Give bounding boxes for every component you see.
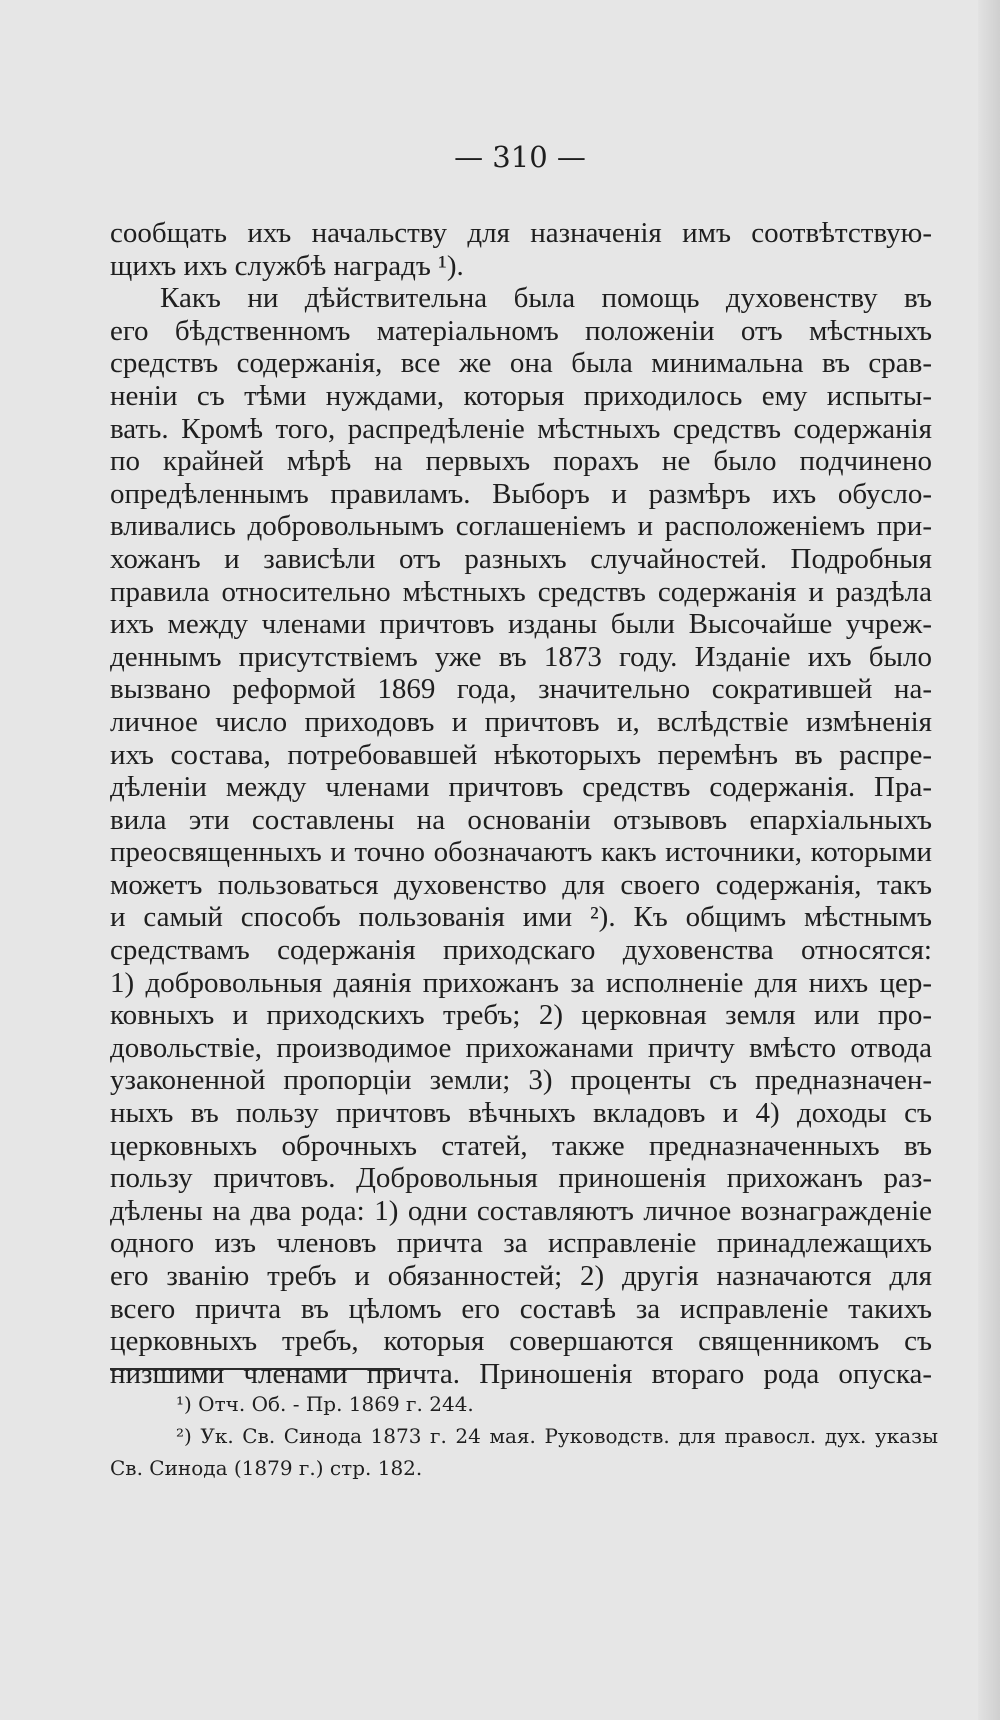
body-line: личное число приходовъ и причтовъ и, вслѣдствіе измѣненія xyxy=(110,705,932,738)
body-line: деннымъ присутствіемъ уже въ 1873 году. Изданіе ихъ было xyxy=(110,640,932,673)
body-line: церковныхъ оброчныхъ статей, также предназначенныхъ въ xyxy=(110,1129,932,1162)
body-line: вызвано реформой 1869 года, значительно сократившей на- xyxy=(110,673,932,706)
body-line: ихъ состава, потребовавшей нѣкоторыхъ перемѣнъ въ распре- xyxy=(110,738,932,771)
body-line: средствъ содержанія, все же она была минимальна въ срав- xyxy=(110,347,932,380)
page-edge-shadow xyxy=(978,0,1000,1720)
body-line: церковныхъ требъ, которыя совершаются священникомъ съ xyxy=(110,1325,932,1358)
body-line: и самый способъ пользованія ими ²). Къ общимъ мѣстнымъ xyxy=(110,901,932,934)
body-line: по крайней мѣрѣ на первыхъ порахъ не было подчинено xyxy=(110,445,932,478)
body-line: неніи съ тѣми нуждами, которыя приходилось ему испыты- xyxy=(110,379,932,412)
body-line: преосвященныхъ и точно обозначаютъ какъ источники, которыми xyxy=(110,836,932,869)
body-line: правила относительно мѣстныхъ средствъ содержанія и раздѣла xyxy=(110,575,932,608)
page-number: — 310 — xyxy=(454,140,586,174)
body-line: опредѣленнымъ правиламъ. Выборъ и размѣръ ихъ обусло- xyxy=(110,477,932,510)
body-line: узаконенной пропорціи земли; 3) проценты съ предназначен- xyxy=(110,1064,932,1097)
body-line: ныхъ въ пользу причтовъ вѣчныхъ вкладовъ и 4) доходы съ xyxy=(110,1097,932,1130)
body-line: низшими членами причта. Приношенія втораго рода опуска- xyxy=(110,1357,932,1390)
footnote-1: ¹) Отч. Об. - Пр. 1869 г. 244. xyxy=(176,1392,474,1416)
body-line: ихъ между членами причтовъ изданы были Высочайше учреж- xyxy=(110,608,932,641)
body-line: ковныхъ и приходскихъ требъ; 2) церковная земля или про- xyxy=(110,999,932,1032)
body-line: Какъ ни дѣйствительна была помощь духовенству въ xyxy=(160,282,932,315)
body-line: дѣленіи между членами причтовъ средствъ содержанія. Пра- xyxy=(110,771,932,804)
body-line: дѣлены на два рода: 1) одни составляютъ личное вознагражденіе xyxy=(110,1194,932,1227)
body-line: 1) добровольныя даянія прихожанъ за исполненіе для нихъ цер- xyxy=(110,966,932,999)
body-line: хожанъ и зависѣли отъ разныхъ случайностей. Подробныя xyxy=(110,542,932,575)
body-line: средствамъ содержанія приходскаго духовенства относятся: xyxy=(110,934,932,967)
body-line: щихъ ихъ службѣ наградъ ¹). xyxy=(110,249,464,282)
body-line: вать. Кромѣ того, распредѣленіе мѣстныхъ средствъ содержанія xyxy=(110,412,932,445)
footnote-separator xyxy=(110,1368,400,1370)
footnotes xyxy=(110,1388,938,1484)
footnote-2-continuation: Св. Синода (1879 г.) стр. 182. xyxy=(110,1456,423,1480)
body-line: его бѣдственномъ матеріальномъ положеніи отъ мѣстныхъ xyxy=(110,314,932,347)
body-line: одного изъ членовъ причта за исправленіе принадлежащихъ xyxy=(110,1227,932,1260)
body-line: пользу причтовъ. Добровольныя приношенія прихожанъ раз- xyxy=(110,1162,932,1195)
body-text xyxy=(110,217,932,1390)
body-line: можетъ пользоваться духовенство для своего содержанія, такъ xyxy=(110,868,932,901)
body-line: вливались добровольнымъ соглашеніемъ и расположеніемъ при- xyxy=(110,510,932,543)
body-line: сообщать ихъ начальству для назначенія имъ соотвѣтствую- xyxy=(110,217,932,249)
footnote-2: ²) Ук. Св. Синода 1873 г. 24 мая. Руководств. для правосл. дух. указы xyxy=(176,1424,938,1448)
body-line: всего причта въ цѣломъ его составѣ за исправленіе такихъ xyxy=(110,1292,932,1325)
body-line: довольствіе, производимое прихожанами причту вмѣсто отвода xyxy=(110,1031,932,1064)
body-line: вила эти составлены на основаніи отзывовъ епархіальныхъ xyxy=(110,803,932,836)
body-line: его званію требъ и обязанностей; 2) другія назначаются для xyxy=(110,1260,932,1292)
